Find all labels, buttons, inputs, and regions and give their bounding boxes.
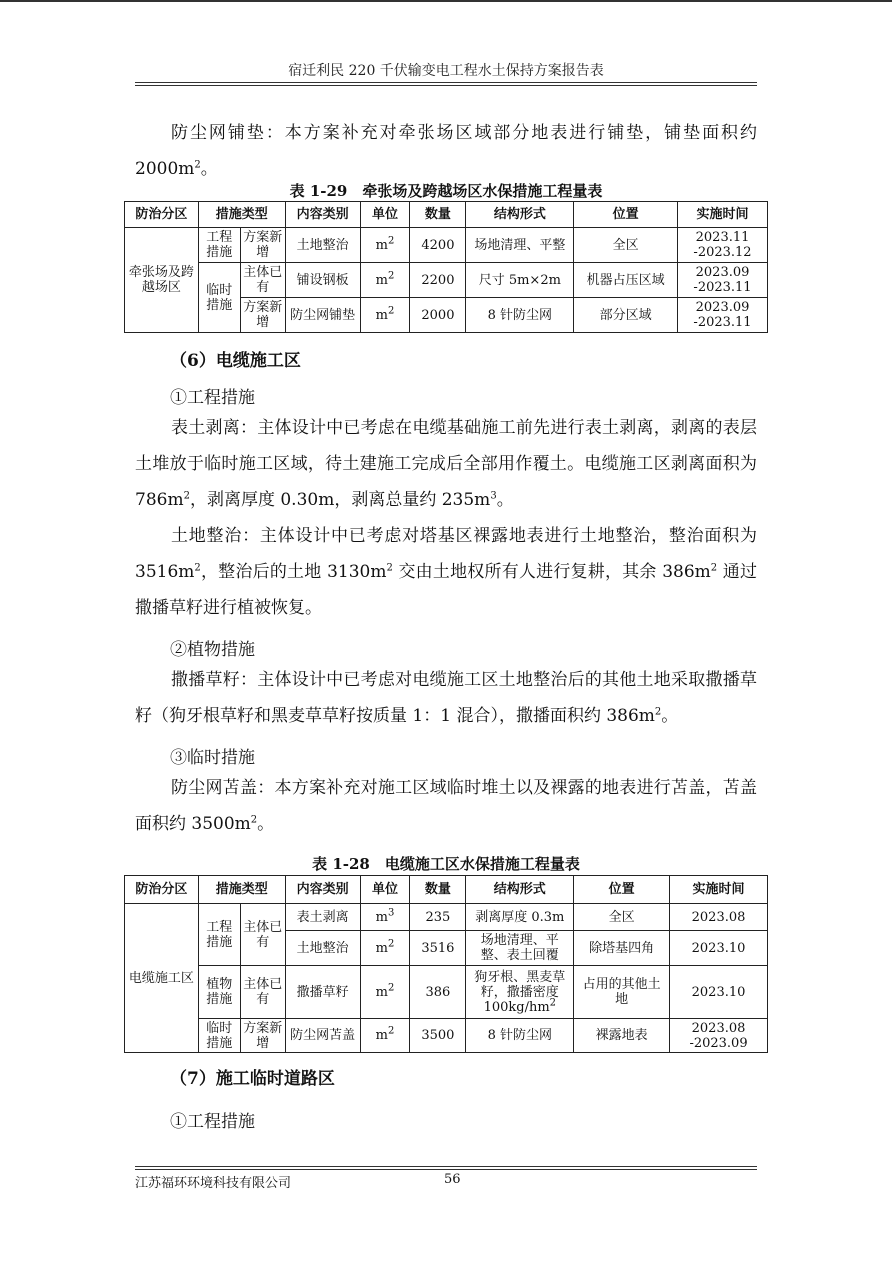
table2-type1: 临时措施 xyxy=(198,1019,240,1053)
table1-form: 8 针防尘网 xyxy=(466,298,574,333)
table2-time: 2023.10 xyxy=(670,931,768,966)
table1-content: 铺设钢板 xyxy=(285,263,360,298)
table1-header-loc: 位置 xyxy=(574,202,678,228)
table1-type1: 临时措施 xyxy=(198,263,240,333)
table2-content: 防尘网苫盖 xyxy=(285,1019,360,1053)
table1-content: 防尘网铺垫 xyxy=(285,298,360,333)
footer-rule xyxy=(135,1166,757,1170)
table1-type2: 方案新增 xyxy=(240,298,285,333)
table1-unit: $m^2$ xyxy=(360,298,410,333)
table2-header-content: 内容类别 xyxy=(285,876,360,904)
table1-form: 尺寸 5m×2m xyxy=(466,263,574,298)
table2-time: 2023.08 -2023.09 xyxy=(670,1019,768,1053)
table1-time: 2023.11 -2023.12 xyxy=(678,228,768,263)
table1-zone: 牵张场及跨越场区 xyxy=(125,228,199,333)
section7-eng-measures: ①工程措施 xyxy=(170,1112,255,1132)
table2-unit: $m^2$ xyxy=(360,1019,410,1053)
table2 xyxy=(124,875,768,1053)
table1-qty: 4200 xyxy=(410,228,466,263)
table-row xyxy=(125,263,768,298)
table1-loc: 机器占压区域 xyxy=(574,263,678,298)
section6-temp-measures: ③临时措施 xyxy=(170,748,255,768)
table1-type2: 方案新增 xyxy=(240,228,285,263)
table2-header-time: 实施时间 xyxy=(670,876,768,904)
table2-unit: $m^3$ xyxy=(360,904,410,931)
table-row xyxy=(125,904,768,931)
table1-header-time: 实施时间 xyxy=(678,202,768,228)
table2-header-loc: 位置 xyxy=(574,876,670,904)
table1-loc: 部分区域 xyxy=(574,298,678,333)
table2-header-zone: 防治分区 xyxy=(125,876,199,904)
table1-content: 土地整治 xyxy=(285,228,360,263)
table2-header-unit: 单位 xyxy=(360,876,410,904)
para-land-rehab: 土地整治：主体设计中已考虑对塔基区裸露地表进行土地整治，整治面积为 $3516m^2$，整治后的土地 $3130m^2$ 交由土地权所有人进行复耕，其余 $386m^2$ 通过撒播草籽进行植被恢复。 xyxy=(135,526,757,618)
table2-caption: 表 1-28 电缆施工区水保措施工程量表 xyxy=(312,855,580,873)
table1-type2: 主体已有 xyxy=(240,263,285,298)
table1-type1: 工程措施 xyxy=(198,228,240,263)
section6-eng-measures: ①工程措施 xyxy=(170,388,255,408)
page-top-border xyxy=(0,0,892,2)
table2-content: 土地整治 xyxy=(285,931,360,966)
table2-form: 8 针防尘网 xyxy=(466,1019,574,1053)
table2-qty: 386 xyxy=(410,966,466,1019)
table1-time: 2023.09 -2023.11 xyxy=(678,263,768,298)
table1-header-type: 措施类型 xyxy=(198,202,285,228)
table1-header-content: 内容类别 xyxy=(285,202,360,228)
para-dust-mat: 防尘网铺垫：本方案补充对牵张场区域部分地表进行铺垫，铺垫面积约$2000m^2$。 xyxy=(135,123,757,179)
table2-loc: 除塔基四角 xyxy=(574,931,670,966)
table1-time: 2023.09 -2023.11 xyxy=(678,298,768,333)
page-number: 56 xyxy=(444,1172,461,1187)
footer-company: 江苏福环环境科技有限公司 xyxy=(135,1176,292,1191)
table2-time: 2023.08 xyxy=(670,904,768,931)
section7-title: （7）施工临时道路区 xyxy=(170,1069,335,1089)
para-dust-cover: 防尘网苫盖：本方案补充对施工区域临时堆土以及裸露的地表进行苫盖，苫盖面积约 $3500m^2$。 xyxy=(135,778,757,834)
table2-loc: 占用的其他土地 xyxy=(574,966,670,1019)
table1-header-qty: 数量 xyxy=(410,202,466,228)
table2-qty: 3516 xyxy=(410,931,466,966)
table2-type2: 方案新增 xyxy=(240,1019,285,1053)
table1-header-zone: 防治分区 xyxy=(125,202,199,228)
table2-loc: 全区 xyxy=(574,904,670,931)
table2-type2: 主体已有 xyxy=(240,966,285,1019)
table2-time: 2023.10 xyxy=(670,966,768,1019)
table2-unit: $m^2$ xyxy=(360,931,410,966)
table2-form: 狗牙根、黑麦草籽，撒播密度 $100kg/hm^2$ xyxy=(466,966,574,1019)
table2-type1: 植物措施 xyxy=(198,966,240,1019)
table2-type1: 工程措施 xyxy=(198,904,240,966)
table2-form: 场地清理、平整、表土回覆 xyxy=(466,931,574,966)
table1-form: 场地清理、平整 xyxy=(466,228,574,263)
section6-title: （6）电缆施工区 xyxy=(170,351,301,371)
table1-header-unit: 单位 xyxy=(360,202,410,228)
table1 xyxy=(124,201,768,333)
table1-header-form: 结构形式 xyxy=(466,202,574,228)
header-rule xyxy=(135,82,757,86)
table2-zone: 电缆施工区 xyxy=(125,904,199,1053)
table1-caption: 表 1-29 牵张场及跨越场区水保措施工程量表 xyxy=(289,182,603,200)
table2-qty: 3500 xyxy=(410,1019,466,1053)
table2-header-type: 措施类型 xyxy=(198,876,285,904)
table2-content: 撒播草籽 xyxy=(285,966,360,1019)
table2-header-form: 结构形式 xyxy=(466,876,574,904)
table-row xyxy=(125,1019,768,1053)
table2-header-row xyxy=(125,876,768,904)
table2-form: 剥离厚度 0.3m xyxy=(466,904,574,931)
table2-loc: 裸露地表 xyxy=(574,1019,670,1053)
table2-type2: 主体已有 xyxy=(240,904,285,966)
para-topsoil: 表土剥离：主体设计中已考虑在电缆基础施工前先进行表土剥离，剥离的表层土堆放于临时施工区域，待土建施工完成后全部用作覆土。电缆施工区剥离面积为 $786m^2$，剥离厚度 0.30m，剥离总量约 $235m^3$。 xyxy=(135,418,757,510)
section6-veg-measures: ②植物措施 xyxy=(170,640,255,660)
table1-header-row xyxy=(125,202,768,228)
table2-unit: $m^2$ xyxy=(360,966,410,1019)
table1-qty: 2200 xyxy=(410,263,466,298)
page-header: 宿迁利民 220 千伏输变电工程水土保持方案报告表 xyxy=(288,63,604,79)
table2-header-qty: 数量 xyxy=(410,876,466,904)
table2-content: 表土剥离 xyxy=(285,904,360,931)
table-row xyxy=(125,966,768,1019)
para-seeding: 撒播草籽：主体设计中已考虑对电缆施工区土地整治后的其他土地采取撒播草籽（狗牙根草籽和黑麦草草籽按质量 1：1 混合），撒播面积约 $386m^2$。 xyxy=(135,670,757,726)
table1-loc: 全区 xyxy=(574,228,678,263)
table2-qty: 235 xyxy=(410,904,466,931)
table1-unit: $m^2$ xyxy=(360,228,410,263)
table-row xyxy=(125,228,768,263)
table1-unit: $m^2$ xyxy=(360,263,410,298)
table1-qty: 2000 xyxy=(410,298,466,333)
